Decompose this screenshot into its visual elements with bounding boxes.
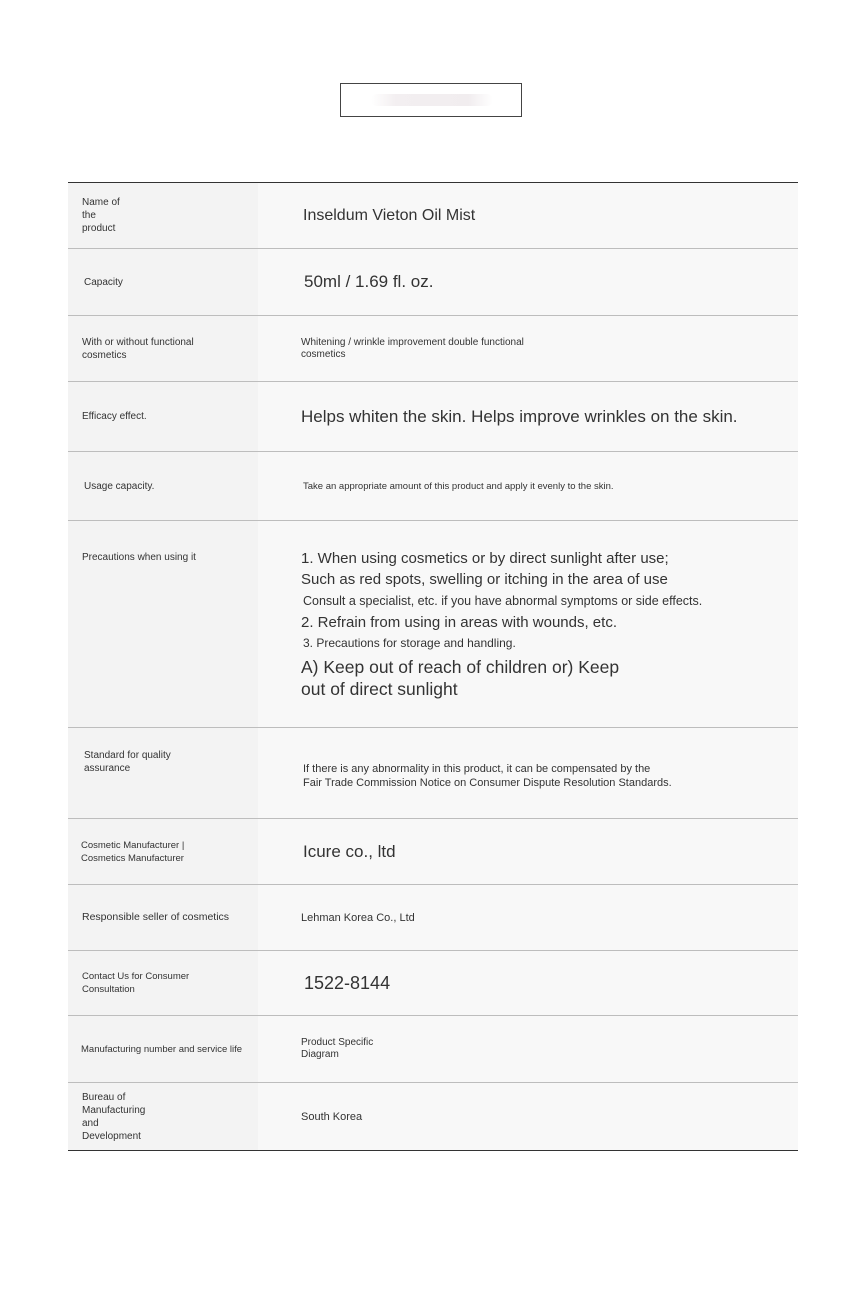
label-product-name [68,183,258,248]
row-usage [68,452,798,521]
value-quality [258,728,798,818]
precaution-line-4: 2. Refrain from using in areas with wounds, etc. [301,614,617,631]
value-efficacy: Helps whiten the skin. Helps improve wrinkles on the skin. [301,406,738,426]
value-capacity: 50ml / 1.69 fl. oz. [304,272,434,291]
blurred-title [371,94,493,106]
value-bureau: South Korea [301,1110,363,1123]
label-functional [68,316,258,381]
row-efficacy [68,382,798,452]
precaution-line-1: 1. When using cosmetics or by direct sunlight after use; [301,550,669,567]
label-quality [68,728,258,818]
label-efficacy: Efficacy effect. [68,382,258,451]
precaution-line-2: Such as red spots, swelling or itching in the area of use [301,571,668,588]
product-info-table [68,182,798,1151]
precaution-line-7: out of direct sunlight [301,679,458,699]
label-text: Name of the product [82,197,120,234]
precaution-line-5: 3. Precautions for storage and handling. [303,636,516,650]
label-text: Contact Us for Consumer Consultation [82,971,190,995]
label-seller: Responsible seller of cosmetics [68,885,258,950]
label-manufacturing-number: Manufacturing number and service life [68,1016,258,1082]
precaution-line-3: Consult a specialist, etc. if you have abnormal symptoms or side effects. [303,594,703,608]
value-manufacturing-number [258,1016,798,1082]
value-text: Product Specific Diagram [301,1037,374,1060]
quality-line-2: Fair Trade Commission Notice on Consumer Dispute Resolution Standards. [303,777,672,789]
label-manufacturer [68,819,258,884]
label-bureau [68,1083,258,1150]
label-text: Standard for quality assurance [84,750,171,774]
value-product-name: Inseldum Vieton Oil Mist [303,206,476,224]
value-text: Whitening / wrinkle improvement double functional cosmetics [301,336,524,360]
label-capacity: Capacity [68,249,258,315]
label-text: Cosmetic Manufacturer | Cosmetics Manufacturer [81,839,185,864]
label-contact [68,951,258,1015]
label-usage: Usage capacity. [68,452,258,520]
row-functional [68,316,798,382]
row-contact [68,951,798,1016]
label-text: Bureau of Manufacturing and Development [82,1091,146,1142]
row-manufacturer [68,819,798,885]
value-functional [258,316,798,381]
row-capacity [68,249,798,316]
quality-line-1: If there is any abnormality in this product, it can be compensated by the [303,763,651,775]
value-precautions [258,521,798,727]
row-quality [68,728,798,819]
label-text: With or without functional cosmetics [82,336,194,361]
row-precautions [68,521,798,728]
value-contact: 1522-8144 [304,973,391,993]
row-manufacturing-number [68,1016,798,1083]
value-usage: Take an appropriate amount of this product and apply it evenly to the skin. [303,480,614,492]
row-product-name [68,183,798,249]
value-manufacturer: Icure co., ltd [303,841,396,861]
precaution-line-6: A) Keep out of reach of children or) Keep [301,657,620,677]
row-bureau [68,1083,798,1150]
label-precautions: Precautions when using it [68,521,258,727]
row-seller [68,885,798,951]
title-box [340,83,522,117]
value-seller: Lehman Korea Co., Ltd [301,911,415,924]
